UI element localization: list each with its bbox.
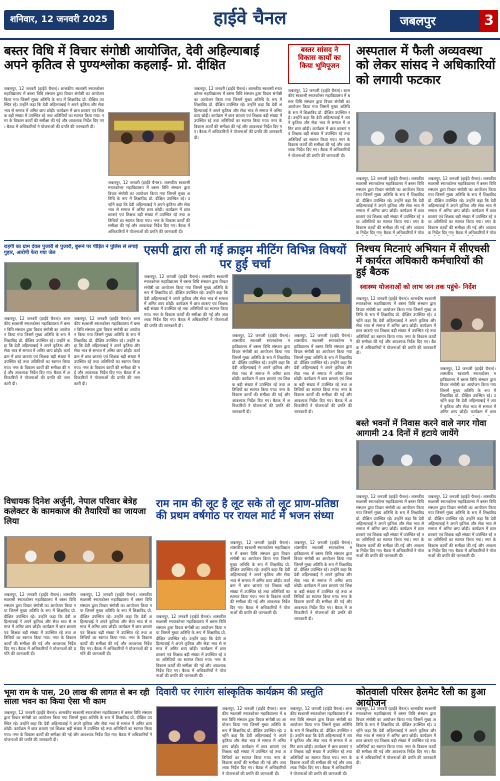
story-3-headline: अस्पताल में फैली अव्यवस्था को लेकर सांसद ने अधिकारियों को लगायी फटकार <box>356 43 496 87</box>
photo-mla-visit <box>4 536 152 588</box>
story-11-body: जबलपुर, 12 जनवरी (हाईवे चैनल)। शासकीय स्वशासी स्नातकोत्तर महाविद्यालय में बस्तर विधि संस्थान द्वारा विचार संगोष्ठी का आयोजन किया गया जिसमें मुख्य अतिथि के रूप में शिक्षाविद प्रो. दीक्षित उपस्थित रहे। उन्होंने कहा कि देवी अहिल्याबाई ने अपने कृतित्व और सेवा भाव से समाज में अमिट छाप छोड़ी। कार्यक्रम में छात्र छात्राएं एवं शिक्षक बड़ी संख्या में उपस्थित रहे तथा अतिथियों का स्वागत किया गया। नगर के विकास कार्यों की समीक्षा की गई और आवश्यक निर्देश दिए गए। बैठक में अधिकारियों ने योजनाओं की प्रगति की जानकारी दी। <box>4 710 152 743</box>
story-1-headline: बस्तर विधि में विचार संगोष्ठी आयोजित, देवी अहिल्याबाई अपने कृतित्व से पुण्यश्लोका कहलाईं- प्रो. दीक्षित <box>4 43 260 73</box>
story-13-body: जबलपुर, 12 जनवरी (हाईवे चैनल)। शासकीय स्वशासी स्नातकोत्तर महाविद्यालय में बस्तर विधि संस्थान द्वारा विचार संगोष्ठी का आयोजन किया गया जिसमें मुख्य अतिथि के रूप में शिक्षाविद प्रो. दीक्षित उपस्थित रहे। उन्होंने कहा कि देवी अहिल्याबाई ने अपने कृतित्व और सेवा भाव से समाज में अमिट छाप छोड़ी। कार्यक्रम में छात्र छात्राएं एवं शिक्षक बड़ी संख्या में उपस्थित रहे तथा अतिथियों का स्वागत किया गया। नगर के विकास कार्यों की समीक्षा की गई और आवश्यक निर्देश दिए गए। बैठक में अधिकारियों ने योजनाओं की प्रगति की जानकारी दी। <box>356 706 436 766</box>
photo-helmet-rally <box>440 706 496 776</box>
story-5-body-a: जबलपुर, 12 जनवरी (हाईवे चैनल)। शासकीय स्वशासी स्नातकोत्तर महाविद्यालय में बस्तर विधि संस्थान द्वारा विचार संगोष्ठी का आयोजन किया गया जिसमें मुख्य अतिथि के रूप में शिक्षाविद प्रो. दीक्षित उपस्थित रहे। उन्होंने कहा कि देवी अहिल्याबाई ने अपने कृतित्व और सेवा भाव से समाज में अमिट छाप छोड़ी। कार्यक्रम में छात्र छात्राएं एवं शिक्षक बड़ी संख्या में उपस्थित रहे तथा अतिथियों का स्वागत किया गया। नगर के विकास कार्यों की समीक्षा की गई और आवश्यक निर्देश दिए गए। बैठक में अधिकारियों ने योजनाओं की प्रगति की जानकारी दी। <box>144 274 228 328</box>
photo-cultural-program <box>156 706 218 776</box>
story-10-body-b: जबलपुर, 12 जनवरी (हाईवे चैनल)। शासकीय स्वशासी स्नातकोत्तर महाविद्यालय में बस्तर विधि संस्थान द्वारा विचार संगोष्ठी का आयोजन किया गया जिसमें मुख्य अतिथि के रूप में शिक्षाविद प्रो. दीक्षित उपस्थित रहे। उन्होंने कहा कि देवी अहिल्याबाई ने अपने कृतित्व और सेवा भाव से समाज में अमिट छाप छोड़ी। कार्यक्रम में छात्र छात्राएं एवं शिक्षक बड़ी संख्या में उपस्थित रहे तथा अतिथियों का स्वागत किया गया। नगर के विकास कार्यों की समीक्षा की गई और आवश्यक निर्देश दिए गए। बैठक में अधिकारियों ने योजनाओं की प्रगति की जानकारी दी। <box>428 494 496 559</box>
story-11-headline: भूमा राम के पास, 20 लाख की लागत से बन रही साला भवन का किया ऐसा भी काम <box>4 687 150 707</box>
photo-police-arrest <box>4 262 139 312</box>
story-13-headline: कोतवाली परिसर हेलमेट रैली का हुआ आयोजन <box>356 687 486 709</box>
photo-nagar-meeting <box>356 440 496 490</box>
photo-hospital <box>356 112 496 172</box>
story-8-headline: विधायक दिनेश अर्जुनी, नेपाल परिवार बेत्रेह कलेक्टर के कामकाज की तैयारियों का जायजा लिया <box>4 497 147 527</box>
paper-title: हाईवे चैनल <box>213 8 287 29</box>
edition-city: जबलपुर <box>390 10 480 32</box>
divider <box>4 684 496 685</box>
story-8-body-b: जबलपुर, 12 जनवरी (हाईवे चैनल)। शासकीय स्वशासी स्नातकोत्तर महाविद्यालय में बस्तर विधि संस्थान द्वारा विचार संगोष्ठी का आयोजन किया गया जिसमें मुख्य अतिथि के रूप में शिक्षाविद प्रो. दीक्षित उपस्थित रहे। उन्होंने कहा कि देवी अहिल्याबाई ने अपने कृतित्व और सेवा भाव से समाज में अमिट छाप छोड़ी। कार्यक्रम में छात्र छात्राएं एवं शिक्षक बड़ी संख्या में उपस्थित रहे तथा अतिथियों का स्वागत किया गया। नगर के विकास कार्यों की समीक्षा की गई और आवश्यक निर्देश दिए गए। बैठक में अधिकारियों ने योजनाओं की प्रगति की जानकारी दी। <box>80 592 152 657</box>
story-3-body-a: जबलपुर, 12 जनवरी (हाईवे चैनल)। शासकीय स्वशासी स्नातकोत्तर महाविद्यालय में बस्तर विधि संस्थान द्वारा विचार संगोष्ठी का आयोजन किया गया जिसमें मुख्य अतिथि के रूप में शिक्षाविद प्रो. दीक्षित उपस्थित रहे। उन्होंने कहा कि देवी अहिल्याबाई ने अपने कृतित्व और सेवा भाव से समाज में अमिट छाप छोड़ी। कार्यक्रम में छात्र छात्राएं एवं शिक्षक बड़ी संख्या में उपस्थित रहे तथा अतिथियों का स्वागत किया गया। नगर के विकास कार्यों की समीक्षा की गई और आवश्यक निर्देश दिए गए। बैठक में अधिकारियों ने योज <box>356 176 424 236</box>
story-7-headline: स्वास्थ्य योजनाओं को लाभ जन तक पहुंचे- निर्देश <box>360 283 477 291</box>
page-number: 3 <box>480 10 498 32</box>
photo-chc-meeting <box>440 296 496 362</box>
story-1-body-a: जबलपुर, 12 जनवरी (हाईवे चैनल)। शासकीय स्वशासी स्नातकोत्तर महाविद्यालय में बस्तर विधि संस्थान द्वारा विचार संगोष्ठी का आयोजन किया गया जिसमें मुख्य अतिथि के रूप में शिक्षाविद प्रो. दीक्षित उपस्थित रहे। उन्होंने कहा कि देवी अहिल्याबाई ने अपने कृतित्व और सेवा भाव से समाज में अमिट छाप छोड़ी। कार्यक्रम में छात्र छात्राएं एवं शिक्षक बड़ी संख्या में उपस्थित रहे तथा अतिथियों का स्वागत किया गया। नगर के विकास कार्यों की समीक्षा की गई और आवश्यक निर्देश दिए गए। बैठक में अधिकारियों ने योजनाओं की प्रगति की जानकारी दी। <box>4 86 104 129</box>
photo-seminar <box>108 112 190 176</box>
story-6-body-a: जबलपुर, 12 जनवरी (हाईवे चैनल)। शासकीय स्वशासी स्नातकोत्तर महाविद्यालय में बस्तर विधि संस्थान द्वारा विचार संगोष्ठी का आयोजन किया गया जिसमें मुख्य अतिथि के रूप में शिक्षाविद प्रो. दीक्षित उपस्थित रहे। उन्होंने कहा कि देवी अहिल्याबाई ने अपने कृतित्व और सेवा भाव से समाज में अमिट छाप छोड़ी। कार्यक्रम में छात्र छात्राएं एवं शिक्षक बड़ी संख्या में उपस्थित रहे तथा अतिथियों का स्वागत किया गया। नगर के विकास कार्यों की समीक्षा की गई और आवश्यक निर्देश दिए गए। बैठक में अधिकारियों ने योजनाओं की प्रगति की जानकारी दी। <box>356 296 436 356</box>
story-12-headline: दिवारी पर रंगारंग सांस्कृतिक कार्यक्रम की प्रस्तुति <box>156 687 324 698</box>
story-3-body-b: जबलपुर, 12 जनवरी (हाईवे चैनल)। शासकीय स्वशासी स्नातकोत्तर महाविद्यालय में बस्तर विधि संस्थान द्वारा विचार संगोष्ठी का आयोजन किया गया जिसमें मुख्य अतिथि के रूप में शिक्षाविद प्रो. दीक्षित उपस्थित रहे। उन्होंने कहा कि देवी अहिल्याबाई ने अपने कृतित्व और सेवा भाव से समाज में अमिट छाप छोड़ी। कार्यक्रम में छात्र छात्राएं एवं शिक्षक बड़ी संख्या में उपस्थित रहे तथा अतिथियों का स्वागत किया गया। नगर के विकास कार्यों की समीक्षा की गई और आवश्यक निर्देश दिए गए। बैठक में अधिकारियों ने योज <box>428 176 496 236</box>
story-2-headline: बस्तर सांसद ने विकास कार्यों का किया भूमिपूजन <box>298 45 341 71</box>
story-5-body-c: जबलपुर, 12 जनवरी (हाईवे चैनल)। शासकीय स्वशासी स्नातकोत्तर महाविद्यालय में बस्तर विधि संस्थान द्वारा विचार संगोष्ठी का आयोजन किया गया जिसमें मुख्य अतिथि के रूप में शिक्षाविद प्रो. दीक्षित उपस्थित रहे। उन्होंने कहा कि देवी अहिल्याबाई ने अपने कृतित्व और सेवा भाव से समाज में अमिट छाप छोड़ी। कार्यक्रम में छात्र छात्राएं एवं शिक्षक बड़ी संख्या में उपस्थित रहे तथा अतिथियों का स्वागत किया गया। नगर के विकास कार्यों की समीक्षा की गई और आवश्यक निर्देश दिए गए। बैठक में अधिकारियों ने योजनाओं की प्रगति की जानकारी दी। <box>294 333 352 414</box>
story-9-body-c: जबलपुर, 12 जनवरी (हाईवे चैनल)। शासकीय स्वशासी स्नातकोत्तर महाविद्यालय में बस्तर विधि संस्थान द्वारा विचार संगोष्ठी का आयोजन किया गया जिसमें मुख्य अतिथि के रूप में शिक्षाविद प्रो. दीक्षित उपस्थित रहे। उन्होंने कहा कि देवी अहिल्याबाई ने अपने कृतित्व और सेवा भाव से समाज में अमिट छाप छोड़ी। कार्यक्रम में छात्र छात्राएं एवं शिक्षक बड़ी संख्या में उपस्थित रहे तथा अतिथियों का स्वागत किया गया। नगर के विकास कार्यों की समीक्षा की गई और आवश्यक निर्देश दिए गए। बैठक में अधिकारियों ने योजनाओं की प्रगति की जानकारी दी। <box>156 614 226 679</box>
story-9-body-a: जबलपुर, 12 जनवरी (हाईवे चैनल)। शासकीय स्वशासी स्नातकोत्तर महाविद्यालय में बस्तर विधि संस्थान द्वारा विचार संगोष्ठी का आयोजन किया गया जिसमें मुख्य अतिथि के रूप में शिक्षाविद प्रो. दीक्षित उपस्थित रहे। उन्होंने कहा कि देवी अहिल्याबाई ने अपने कृतित्व और सेवा भाव से समाज में अमिट छाप छोड़ी। कार्यक्रम में छात्र छात्राएं एवं शिक्षक बड़ी संख्या में उपस्थित रहे तथा अतिथियों का स्वागत किया गया। नगर के विकास कार्यों की समीक्षा की गई और आवश्यक निर्देश दिए गए। बैठक में अधिकारियों ने योजनाओं की प्रगति की जानकारी दी। <box>230 540 290 616</box>
photo-crime-meeting <box>232 274 352 329</box>
photo-bhajan-sandhya <box>156 540 226 610</box>
story-12-body-b: जबलपुर, 12 जनवरी (हाईवे चैनल)। शासकीय स्वशासी स्नातकोत्तर महाविद्यालय में बस्तर विधि संस्थान द्वारा विचार संगोष्ठी का आयोजन किया गया जिसमें मुख्य अतिथि के रूप में शिक्षाविद प्रो. दीक्षित उपस्थित रहे। उन्होंने कहा कि देवी अहिल्याबाई ने अपने कृतित्व और सेवा भाव से समाज में अमिट छाप छोड़ी। कार्यक्रम में छात्र छात्राएं एवं शिक्षक बड़ी संख्या में उपस्थित रहे तथा अतिथियों का स्वागत किया गया। नगर के विकास कार्यों की समीक्षा की गई और आवश्यक निर्देश दिए गए। बैठक में अधिकारियों ने योजनाओं की प्रगति की जानकारी दी। <box>290 706 352 776</box>
story-1-body-b: जबलपुर, 12 जनवरी (हाईवे चैनल)। शासकीय स्वशासी स्नातकोत्तर महाविद्यालय में बस्तर विधि संस्थान द्वारा विचार संगोष्ठी का आयोजन किया गया जिसमें मुख्य अतिथि के रूप में शिक्षाविद प्रो. दीक्षित उपस्थित रहे। उन्होंने कहा कि देवी अहिल्याबाई ने अपने कृतित्व और सेवा भाव से समाज में अमिट छाप छोड़ी। कार्यक्रम में छात्र छात्राएं एवं शिक्षक बड़ी संख्या में उपस्थित रहे तथा अतिथियों का स्वागत किया गया। नगर के विकास कार्यों की समीक्षा की गई और आवश्यक निर्देश दिए गए। बैठक में अधिकारियों ने योजनाओं की प्रगति की जानकारी दी। <box>108 180 190 234</box>
story-4-body-a: जबलपुर, 12 जनवरी (हाईवे चैनल)। शासकीय स्वशासी स्नातकोत्तर महाविद्यालय में बस्तर विधि संस्थान द्वारा विचार संगोष्ठी का आयोजन किया गया जिसमें मुख्य अतिथि के रूप में शिक्षाविद प्रो. दीक्षित उपस्थित रहे। उन्होंने कहा कि देवी अहिल्याबाई ने अपने कृतित्व और सेवा भाव से समाज में अमिट छाप छोड़ी। कार्यक्रम में छात्र छात्राएं एवं शिक्षक बड़ी संख्या में उपस्थित रहे तथा अतिथियों का स्वागत किया गया। नगर के विकास कार्यों की समीक्षा की गई और आवश्यक निर्देश दिए गए। बैठक में अधिकारियों ने योजनाओं की प्रगति की जानकारी दी। <box>4 316 70 386</box>
story-12-body-a: जबलपुर, 12 जनवरी (हाईवे चैनल)। शासकीय स्वशासी स्नातकोत्तर महाविद्यालय में बस्तर विधि संस्थान द्वारा विचार संगोष्ठी का आयोजन किया गया जिसमें मुख्य अतिथि के रूप में शिक्षाविद प्रो. दीक्षित उपस्थित रहे। उन्होंने कहा कि देवी अहिल्याबाई ने अपने कृतित्व और सेवा भाव से समाज में अमिट छाप छोड़ी। कार्यक्रम में छात्र छात्राएं एवं शिक्षक बड़ी संख्या में उपस्थित रहे तथा अतिथियों का स्वागत किया गया। नगर के विकास कार्यों की समीक्षा की गई और आवश्यक निर्देश दिए गए। बैठक में अधिकारियों ने योजनाओं की प्रगति की जानकारी दी। <box>222 706 286 776</box>
story-5-body-b: जबलपुर, 12 जनवरी (हाईवे चैनल)। शासकीय स्वशासी स्नातकोत्तर महाविद्यालय में बस्तर विधि संस्थान द्वारा विचार संगोष्ठी का आयोजन किया गया जिसमें मुख्य अतिथि के रूप में शिक्षाविद प्रो. दीक्षित उपस्थित रहे। उन्होंने कहा कि देवी अहिल्याबाई ने अपने कृतित्व और सेवा भाव से समाज में अमिट छाप छोड़ी। कार्यक्रम में छात्र छात्राएं एवं शिक्षक बड़ी संख्या में उपस्थित रहे तथा अतिथियों का स्वागत किया गया। नगर के विकास कार्यों की समीक्षा की गई और आवश्यक निर्देश दिए गए। बैठक में अधिकारियों ने योजनाओं की प्रगति की जानकारी दी। <box>232 333 290 414</box>
story-1-body-c: जबलपुर, 12 जनवरी (हाईवे चैनल)। शासकीय स्वशासी स्नातकोत्तर महाविद्यालय में बस्तर विधि संस्थान द्वारा विचार संगोष्ठी का आयोजन किया गया जिसमें मुख्य अतिथि के रूप में शिक्षाविद प्रो. दीक्षित उपस्थित रहे। उन्होंने कहा कि देवी अहिल्याबाई ने अपने कृतित्व और सेवा भाव से समाज में अमिट छाप छोड़ी। कार्यक्रम में छात्र छात्राएं एवं शिक्षक बड़ी संख्या में उपस्थित रहे तथा अतिथियों का स्वागत किया गया। नगर के विकास कार्यों की समीक्षा की गई और आवश्यक निर्देश दिए गए। बैठक में अधिकारियों ने योजनाओं की प्रगति की जानकारी दी। <box>194 86 282 140</box>
story-8-body-a: जबलपुर, 12 जनवरी (हाईवे चैनल)। शासकीय स्वशासी स्नातकोत्तर महाविद्यालय में बस्तर विधि संस्थान द्वारा विचार संगोष्ठी का आयोजन किया गया जिसमें मुख्य अतिथि के रूप में शिक्षाविद प्रो. दीक्षित उपस्थित रहे। उन्होंने कहा कि देवी अहिल्याबाई ने अपने कृतित्व और सेवा भाव से समाज में अमिट छाप छोड़ी। कार्यक्रम में छात्र छात्राएं एवं शिक्षक बड़ी संख्या में उपस्थित रहे तथा अतिथियों का स्वागत किया गया। नगर के विकास कार्यों की समीक्षा की गई और आवश्यक निर्देश दिए गए। बैठक में अधिकारियों ने योजनाओं की प्रगति की जानकारी दी। <box>4 592 76 657</box>
story-9-headline: राम नाम की लूट है लूट सके तो लूट प्राण-प्रतिष्ठा की प्रथम वर्षगांठ पर रायल मार्ट में भजन संध्या <box>156 498 339 523</box>
story-6-headline: निश्चय मिटनाएं अभियान में सीएचसी में कार्यरत अधिकारी कर्मचारियों की हुई बैठक <box>356 244 490 278</box>
issue-date: शनिवार, 12 जनवरी 2025 <box>4 10 114 30</box>
masthead <box>0 0 500 40</box>
story-5-headline: एसपी द्वारा ली गई क्राइम मीटिंग विभिन्न विषयों पर हुई चर्चा <box>143 243 347 271</box>
story-4-body-b: जबलपुर, 12 जनवरी (हाईवे चैनल)। शासकीय स्वशासी स्नातकोत्तर महाविद्यालय में बस्तर विधि संस्थान द्वारा विचार संगोष्ठी का आयोजन किया गया जिसमें मुख्य अतिथि के रूप में शिक्षाविद प्रो. दीक्षित उपस्थित रहे। उन्होंने कहा कि देवी अहिल्याबाई ने अपने कृतित्व और सेवा भाव से समाज में अमिट छाप छोड़ी। कार्यक्रम में छात्र छात्राएं एवं शिक्षक बड़ी संख्या में उपस्थित रहे तथा अतिथियों का स्वागत किया गया। नगर के विकास कार्यों की समीक्षा की गई और आवश्यक निर्देश दिए गए। बैठक में अधिकारियों ने योजनाओं की प्रगति की जानकारी दी। <box>74 316 140 386</box>
story-10-body-a: जबलपुर, 12 जनवरी (हाईवे चैनल)। शासकीय स्वशासी स्नातकोत्तर महाविद्यालय में बस्तर विधि संस्थान द्वारा विचार संगोष्ठी का आयोजन किया गया जिसमें मुख्य अतिथि के रूप में शिक्षाविद प्रो. दीक्षित उपस्थित रहे। उन्होंने कहा कि देवी अहिल्याबाई ने अपने कृतित्व और सेवा भाव से समाज में अमिट छाप छोड़ी। कार्यक्रम में छात्र छात्राएं एवं शिक्षक बड़ी संख्या में उपस्थित रहे तथा अतिथियों का स्वागत किया गया। नगर के विकास कार्यों की समीक्षा की गई और आवश्यक निर्देश दिए गए। बैठक में अधिकारियों ने योजनाओं की प्रगति की जानकारी दी। <box>356 494 424 559</box>
story-2-body: जबलपुर, 12 जनवरी (हाईवे चैनल)। शासकीय स्वशासी स्नातकोत्तर महाविद्यालय में बस्तर विधि संस्थान द्वारा विचार संगोष्ठी का आयोजन किया गया जिसमें मुख्य अतिथि के रूप में शिक्षाविद प्रो. दीक्षित उपस्थित रहे। उन्होंने कहा कि देवी अहिल्याबाई ने अपने कृतित्व और सेवा भाव से समाज में अमिट छाप छोड़ी। कार्यक्रम में छात्र छात्राएं एवं शिक्षक बड़ी संख्या में उपस्थित रहे तथा अतिथियों का स्वागत किया गया। नगर के विकास कार्यों की समीक्षा की गई और आवश्यक निर्देश दिए गए। बैठक में अधिकारियों ने योजनाओं की प्रगति की जानकारी दी। <box>288 88 350 158</box>
story-9-body-b: जबलपुर, 12 जनवरी (हाईवे चैनल)। शासकीय स्वशासी स्नातकोत्तर महाविद्यालय में बस्तर विधि संस्थान द्वारा विचार संगोष्ठी का आयोजन किया गया जिसमें मुख्य अतिथि के रूप में शिक्षाविद प्रो. दीक्षित उपस्थित रहे। उन्होंने कहा कि देवी अहिल्याबाई ने अपने कृतित्व और सेवा भाव से समाज में अमिट छाप छोड़ी। कार्यक्रम में छात्र छात्राएं एवं शिक्षक बड़ी संख्या में उपस्थित रहे तथा अतिथियों का स्वागत किया गया। नगर के विकास कार्यों की समीक्षा की गई और आवश्यक निर्देश दिए गए। बैठक में अधिकारियों ने योजनाओं की प्रगति की जानकारी दी। <box>294 540 352 621</box>
story-10-headline: बस्ते भवनों में निवास करने वाले नगर गोवा आगामी 24 दिनों में हटाये जायेंगे <box>356 419 487 439</box>
story-6-body-b: जबलपुर, 12 जनवरी (हाईवे चैनल)। शासकीय स्वशासी स्नातकोत्तर महाविद्यालय में बस्तर विधि संस्थान द्वारा विचार संगोष्ठी का आयोजन किया गया जिसमें मुख्य अतिथि के रूप में शिक्षाविद प्रो. दीक्षित उपस्थित रहे। उन्होंने कहा कि देवी अहिल्याबाई ने अपने कृतित्व और सेवा भाव से समाज में अमिट छाप छोड़ी। कार्यक्रम में छात्र <box>440 366 496 415</box>
divider <box>4 240 496 241</box>
story-4-caption: राहगी का ग्राम देवल पुजारी से पुजारी, बुरूने पर पीड़ित ने पुलिस से लगाई गुहार, आरोपी फेरा गया जेल <box>4 244 138 256</box>
